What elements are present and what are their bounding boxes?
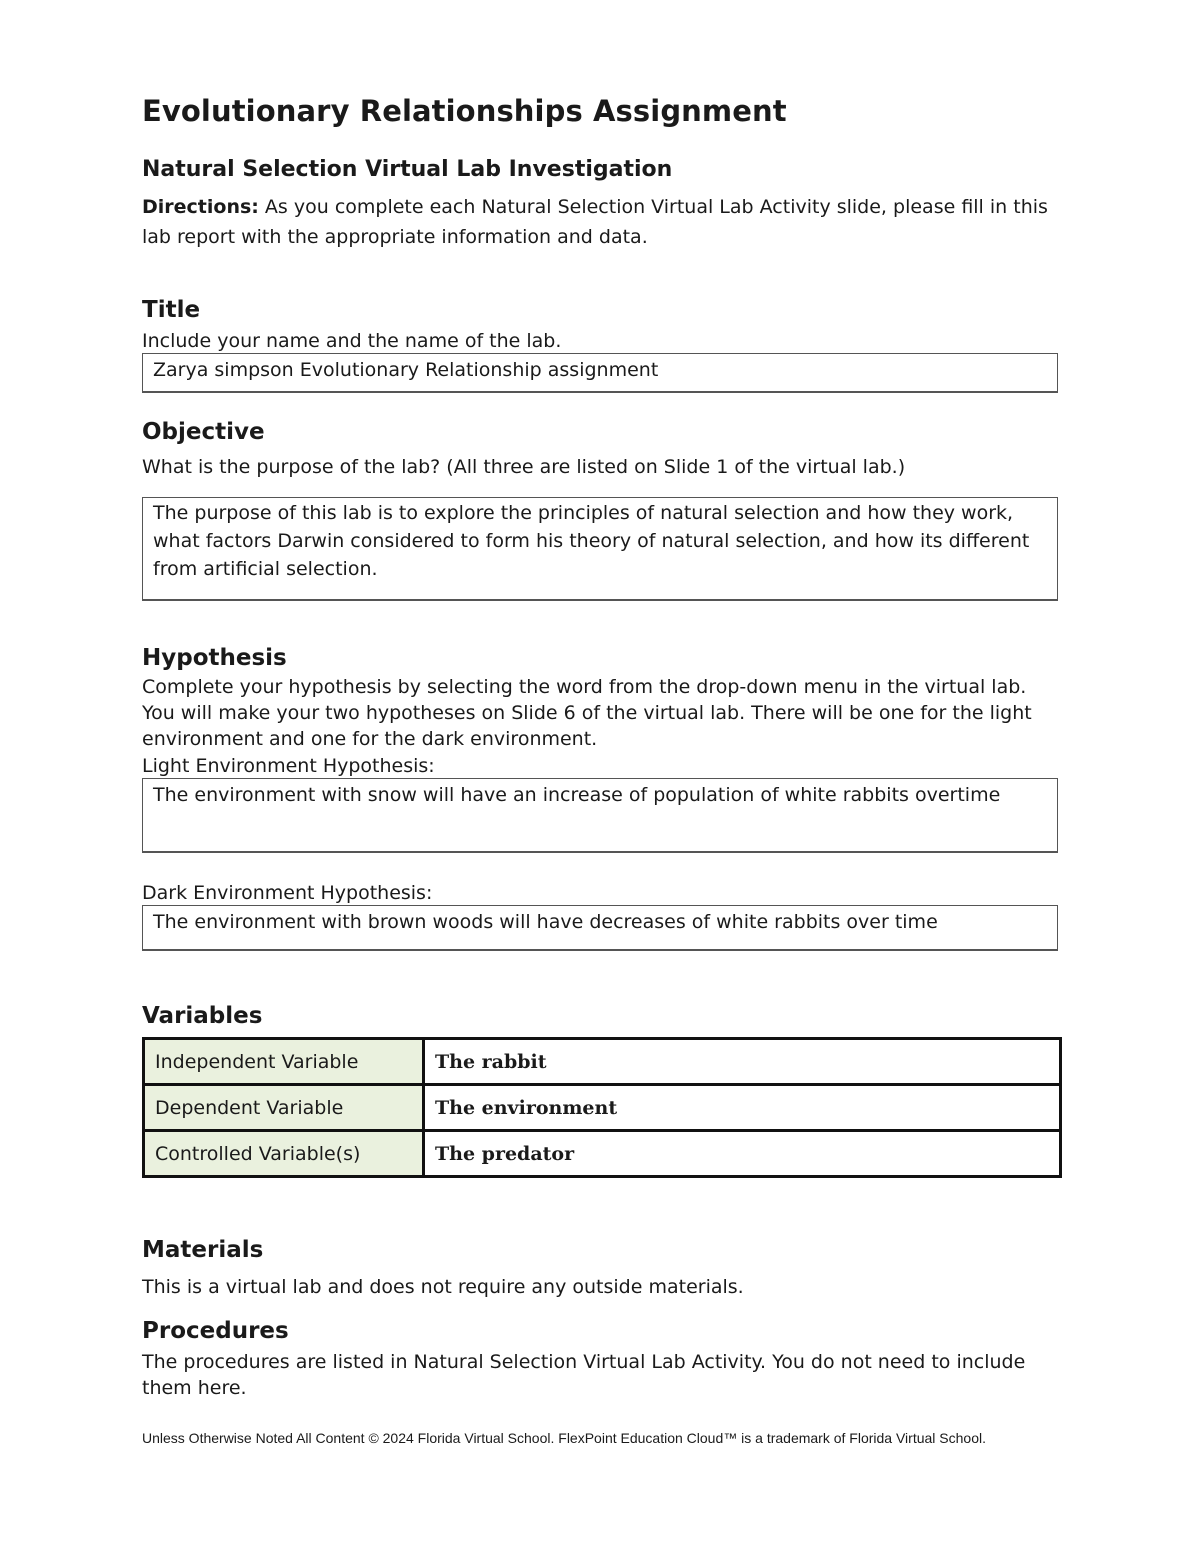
variable-value[interactable]: The predator — [424, 1131, 1061, 1177]
table-row — [144, 1131, 1061, 1177]
directions — [142, 192, 1060, 252]
variable-label: Controlled Variable(s) — [144, 1131, 424, 1177]
variables-table — [142, 1037, 1062, 1178]
directions-label: Directions: — [142, 196, 259, 218]
procedures-heading: Procedures — [142, 1318, 289, 1344]
table-row — [144, 1039, 1061, 1085]
title-heading: Title — [142, 297, 201, 323]
hypothesis-prompt: Complete your hypothesis by selecting the word from the drop-down menu in the virtual lab. You will make your two hypotheses on Slide 6 of the virtual lab. There will be one for the light environment and one for the dark environment. — [142, 676, 1032, 750]
procedures-text: The procedures are listed in Natural Selection Virtual Lab Activity. You do not need to include them here. — [142, 1351, 1026, 1399]
document-subtitle: Natural Selection Virtual Lab Investigation — [142, 157, 673, 182]
variable-value[interactable]: The rabbit — [424, 1039, 1061, 1085]
dark-hypothesis-label: Dark Environment Hypothesis: — [142, 882, 433, 904]
materials-text: This is a virtual lab and does not require any outside materials. — [142, 1276, 744, 1298]
dark-hypothesis-answer-box[interactable]: The environment with brown woods will have decreases of white rabbits over time — [142, 905, 1058, 951]
copyright-footer: Unless Otherwise Noted All Content © 2024 Florida Virtual School. FlexPoint Education Cloud™ is a trademark of Florida Virtual School. — [142, 1430, 986, 1446]
directions-text: As you complete each Natural Selection Virtual Lab Activity slide, please fill in this lab report with the appropriate information and data. — [142, 196, 1048, 248]
objective-heading: Objective — [142, 419, 265, 445]
document-title: Evolutionary Relationships Assignment — [142, 94, 787, 128]
variables-heading: Variables — [142, 1003, 263, 1029]
title-prompt: Include your name and the name of the lab. — [142, 330, 562, 352]
light-hypothesis-label: Light Environment Hypothesis: — [142, 755, 435, 777]
variable-label: Dependent Variable — [144, 1085, 424, 1131]
variable-label: Independent Variable — [144, 1039, 424, 1085]
light-hypothesis-answer-box[interactable]: The environment with snow will have an increase of population of white rabbits overtime — [142, 778, 1058, 853]
objective-prompt: What is the purpose of the lab? (All three are listed on Slide 1 of the virtual lab.) — [142, 456, 906, 478]
objective-answer-box[interactable]: The purpose of this lab is to explore the principles of natural selection and how they work, what factors Darwin considered to form his theory of natural selection, and how its different from artificial selection. — [142, 497, 1058, 601]
variable-value[interactable]: The environment — [424, 1085, 1061, 1131]
table-row — [144, 1085, 1061, 1131]
title-answer-box[interactable]: Zarya simpson Evolutionary Relationship assignment — [142, 353, 1058, 393]
materials-heading: Materials — [142, 1237, 264, 1263]
hypothesis-heading: Hypothesis — [142, 645, 287, 671]
